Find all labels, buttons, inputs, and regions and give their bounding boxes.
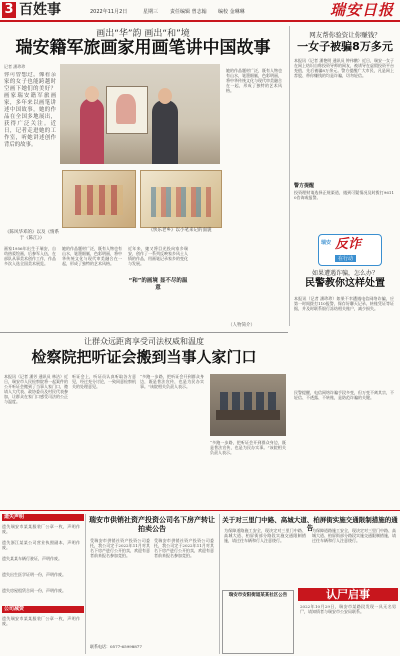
story2-photo-table (216, 410, 280, 420)
sidebar2-body2: 民警提醒，电信网络诈骗手段多变，但万变不离其宗，不轻信、不透露、不转账，是防范诈骗的关键。 (294, 390, 394, 400)
bottom-rule (0, 510, 400, 511)
masthead-editor: 责任编辑 曾志翰 (170, 9, 207, 15)
notice-auction (88, 514, 216, 654)
paper-logo: 瑞安日报 (330, 1, 395, 19)
notice1-body: 受瑞安市供销社资产投资公司委托，我公司定于2022年11月对其名下房产进行公开拍卖，欢迎有意者前来报名参加竞拍。 (90, 538, 150, 558)
notice2-title: 关于对三里门中路、高城大道、柏屏街实施交通限制措施的通告 (222, 516, 398, 532)
anti-fraud-badge (318, 234, 382, 266)
main-note: （人物简介） (228, 323, 255, 328)
sidebar2-kicker: 如果遭遇诈骗，怎么办？ (311, 270, 378, 277)
bottom-divider-2 (219, 514, 220, 654)
story2-photo-people (220, 392, 276, 410)
person-left (80, 98, 104, 164)
masthead-rule (0, 20, 400, 22)
story2 (0, 334, 288, 504)
caption-right: 《快乐老乡》以小笔来记的面貌 (148, 228, 212, 233)
notice3-title: 认尸启事 (298, 588, 398, 601)
bottom-divider-1 (85, 514, 86, 654)
sidebar2-body: 本报讯（记者 潘珍珍）如果不幸遭遇电信网络诈骗，应第一时间拨打110报警，保存好聊天记录、转账凭证等证据，并及时联系银行冻结相关账户，减少损失。 (294, 296, 394, 311)
story2-col-4: “多跑一步路，把听证会开到群众身边，既是普法宣传，也是为民办实事。”该院相关负责人表示。 (210, 440, 286, 455)
story2-kicker: 让群众远距离享受司法权威和温度 (84, 337, 204, 346)
page-number: 3 (2, 2, 16, 18)
notice-traffic (222, 514, 398, 584)
sidebar2-headline: 民警教你这样处置 (305, 278, 385, 289)
main-lead: 你可曾想过，像看亲家的女子也能跨越时空画下她们的美好？画家瑞安籍军旅画家，多年来以画笔讲述中国故事，她的作品在全国多地展出，获得广泛关注。近日，记者走进她的工作室，听她讲述创作背后的故事。 (4, 72, 56, 148)
masthead-weekday: 星期三 (143, 9, 159, 15)
notice1-title: 瑞安市供销社资产投资公司名下房产转让拍卖公告 (89, 516, 215, 533)
painting-right (140, 170, 222, 228)
main-headline: 瑞安籍军旅画家用画笔讲中国故事 (15, 38, 271, 58)
badge-sub: 在行动 (335, 255, 356, 262)
small-notice (222, 590, 294, 654)
classified-item: 遗失出生医学证明一份，声明作废。 (2, 572, 66, 577)
painting-left (62, 170, 136, 228)
notice-unclaimed (298, 588, 398, 654)
person-right (152, 100, 178, 164)
main-photo (60, 64, 220, 164)
classified-item: 遗失瑞安市某某服装厂公章一枚，声明作废。 (2, 616, 80, 626)
story2-photo (210, 374, 286, 436)
classified-item: 遗失某某车辆行驶证，声明作废。 (2, 556, 62, 561)
main-col-1: 画家1956年出生于瑞安，自幼热爱绘画，后参军入伍，在部队从事美术创作工作，作品多次入选全国美术展览。 (4, 246, 56, 266)
notice1-body-2: 受瑞安市供销社资产投资公司委托，我公司定于2022年11月对其名下房产进行公开拍卖，欢迎有意者前来报名参加竞拍。 (154, 538, 214, 558)
sidebar-kicker: 网友帮你验资让你赚钱？ (309, 31, 381, 39)
main-col-5: 她的作品题材广泛，既有人物也有山水，笔墨细腻，色彩明丽，将中华传统文化与现代审美融合在一起，形成了独特的艺术风格。 (226, 68, 282, 93)
sidebar-top (292, 24, 398, 234)
main-byline: 记者 潘珍珍 (4, 64, 26, 69)
story2-headline: 检察院把听证会搬到当事人家门口 (31, 348, 257, 366)
caption-left: 《陈风华邓的》以及《情系于《陈江》》 (5, 230, 59, 241)
painting-left-figures (75, 185, 123, 215)
story2-col-1: 本报讯（记者 潘芳 通讯员 林洁）近日，瑞安市人民检察院将一起案件的公开听证会搬到了当事人家门口，邀请人大代表、政协委员及村民代表参加，让群众在家门口感受司法的公正与温度。 (4, 374, 68, 404)
masthead (0, 0, 400, 22)
masthead-date: 2022年11月2日 (90, 9, 128, 15)
classified-item: 遗失瑞安市某某服装厂公章一枚，声明作废。 (2, 524, 80, 534)
classified-item: 遗失房屋租赁合同一份，声明作废。 (2, 588, 66, 593)
small-notice-title: 瑞安市安阳街道某某社区公告 (228, 593, 288, 598)
story2-top-rule (0, 332, 288, 333)
notice2-body: 为保障道路施工安全，现决定对三里门中路、高城大道、柏屏街部分路段实施交通限制措施，请过往车辆和行人注意绕行。 (224, 528, 306, 543)
person-left-head (85, 86, 99, 102)
warn-body: 投资理财请选择正规渠道，遇到可疑情况及时拨打96110咨询或报警。 (294, 190, 394, 200)
column-divider (289, 26, 290, 326)
person-right-head (158, 88, 172, 104)
sidebar-bottom (292, 266, 398, 476)
badge-main: 反诈 (335, 237, 362, 252)
notice2-body-2: 为保障道路施工安全，现决定对三里门中路、高城大道、柏屏街部分路段实施交通限制措施，请过往车辆和行人注意绕行。 (312, 528, 396, 543)
story2-col-3: “多跑一步路，把听证会开到群众身边，既是普法宣传，也是为民办实事。”该院相关负责人表示。 (140, 374, 204, 389)
painting-figure (116, 94, 136, 124)
main-col-2: 她的作品题材广泛，既有人物也有山水，笔墨细腻，色彩明丽，将中华传统文化与现代审美融合在一起，形成了独特的艺术风格。 (62, 246, 122, 266)
main-story (0, 24, 286, 328)
notice1-phone: 联系电话：0577-65998877 (90, 644, 142, 649)
main-subhead: “和”的画境 显不尽的温意 (128, 278, 188, 291)
warn-title: 警方提醒 (294, 183, 315, 189)
main-col-3: 近年来，她又将目光投向家乡瑞安，创作了一系列反映家乡风土人情的作品，用画笔记录家乡的变化与发展。 (128, 246, 188, 266)
badge-top: 瑞安 (321, 240, 332, 246)
section-title: 百姓事 (19, 2, 61, 18)
sidebar-body: 本报讯（记者 潘艳明 通讯员 钟伟鹏）近日，瑞安一女子在网上结识自称投资导师的网友，被诱导在虚假投资平台充值，先后被骗8万余元。警方提醒广大市民，凡是网上荐股、带你赚钱的均是诈骗，切勿轻信。 (294, 58, 394, 78)
main-kicker: 画出“华”韵 画出“和”境 (96, 29, 190, 39)
classified-item: 遗失浙江某某公司营业执照副本，声明作废。 (2, 540, 80, 550)
sidebar-headline: 一女子被骗8万多元 (297, 40, 393, 53)
story2-col-2: 听证会上，听证员认真听取各方意见，经过充分讨论，一致同意检察机关的处理意见。 (72, 374, 136, 389)
classifieds-title: 遗失声明 (2, 514, 84, 521)
painting-right-figures (151, 187, 211, 217)
notice3-body: 2022年10月29日，瑞安市某路段发现一具无名男尸，请知情者与瑞安市公安局联系。 (300, 604, 396, 614)
classifieds-title-2: 公司减资 (2, 606, 84, 613)
classifieds (2, 514, 82, 654)
masthead-proof: 编校 金琳琳 (218, 9, 245, 15)
